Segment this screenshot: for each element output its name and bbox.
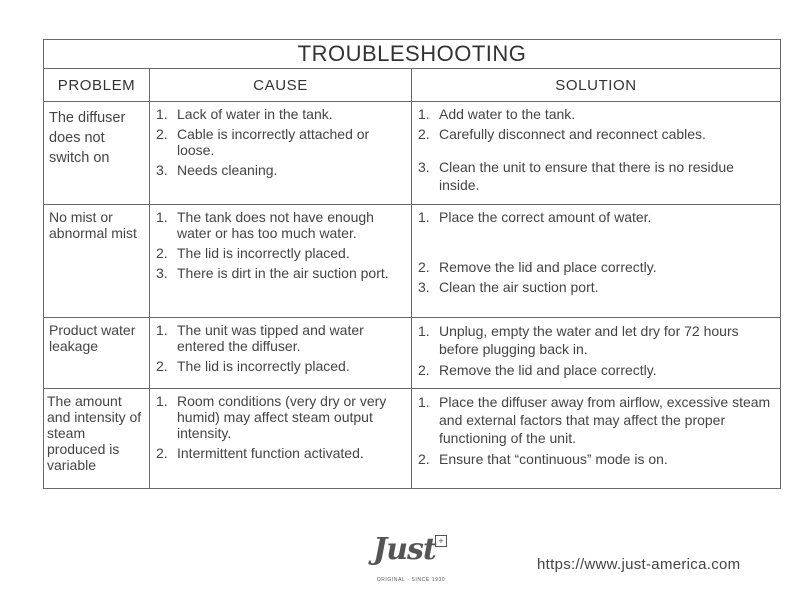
troubleshooting-table (43, 39, 781, 489)
list-item: 2. The lid is incorrectly placed. (156, 358, 350, 374)
solution-cell (412, 205, 781, 318)
list-item: 2. Cable is incorrectly attached or loose. (156, 126, 370, 158)
cause-cell (150, 318, 412, 389)
logo-word: Just (373, 532, 436, 567)
list-item: 2. Carefully disconnect and reconnect cables. (418, 126, 706, 142)
logo-tagline: ORIGINAL · SINCE 1930 (376, 577, 446, 583)
list-item: 2. The lid is incorrectly placed. (156, 245, 350, 261)
website-url: https://www.just-america.com (537, 556, 741, 573)
table-row (44, 318, 781, 389)
solution-cell (412, 102, 781, 205)
list-item: 3. Clean the air suction port. (418, 279, 599, 295)
just-logo (373, 532, 449, 588)
list-item: 1. The unit was tipped and water entered the diffuser. (156, 322, 364, 354)
list-item: 2. Remove the lid and place correctly. (418, 259, 657, 275)
list-item: 2. Remove the lid and place correctly. (418, 362, 657, 378)
cause-cell (150, 389, 412, 489)
list-item: 2. Intermittent function activated. (156, 445, 364, 461)
problem-cell: The amount and intensity of steam produced is variable (44, 389, 150, 489)
list-item: 2. Ensure that “continuous” mode is on. (418, 451, 668, 467)
table-title: TROUBLESHOOTING (44, 40, 781, 69)
cause-cell (150, 205, 412, 318)
problem-cell: No mist or abnormal mist (44, 205, 150, 318)
list-item: 1. The tank does not have enough water or has too much water. (156, 209, 374, 241)
header-solution: SOLUTION (412, 69, 781, 102)
list-item: 3. Clean the unit to ensure that there is no residue inside. (418, 159, 734, 193)
table-row (44, 389, 781, 489)
cause-cell (150, 102, 412, 205)
list-item: 1. Lack of water in the tank. (156, 106, 333, 122)
problem-cell: Product water leakage (44, 318, 150, 389)
solution-cell (412, 389, 781, 489)
problem-cell: The diffuser does not switch on (44, 102, 150, 205)
list-item: 3. Needs cleaning. (156, 162, 278, 178)
list-item: 1. Add water to the tank. (418, 106, 576, 122)
list-item: 1. Unplug, empty the water and let dry for 72 hours before plugging back in. (418, 323, 739, 357)
list-item: 1. Room conditions (very dry or very humid) may affect steam output intensity. (156, 393, 387, 441)
header-problem: PROBLEM (44, 69, 150, 102)
table-row (44, 102, 781, 205)
solution-cell (412, 318, 781, 389)
table-row (44, 205, 781, 318)
plus-icon: + (435, 535, 447, 547)
list-item: 1. Place the diffuser away from airflow, excessive steam and external factors that may affect the proper functioning of the unit. (418, 394, 771, 446)
header-cause: CAUSE (150, 69, 412, 102)
list-item: 1. Place the correct amount of water. (418, 209, 652, 225)
list-item: 3. There is dirt in the air suction port. (156, 265, 389, 281)
